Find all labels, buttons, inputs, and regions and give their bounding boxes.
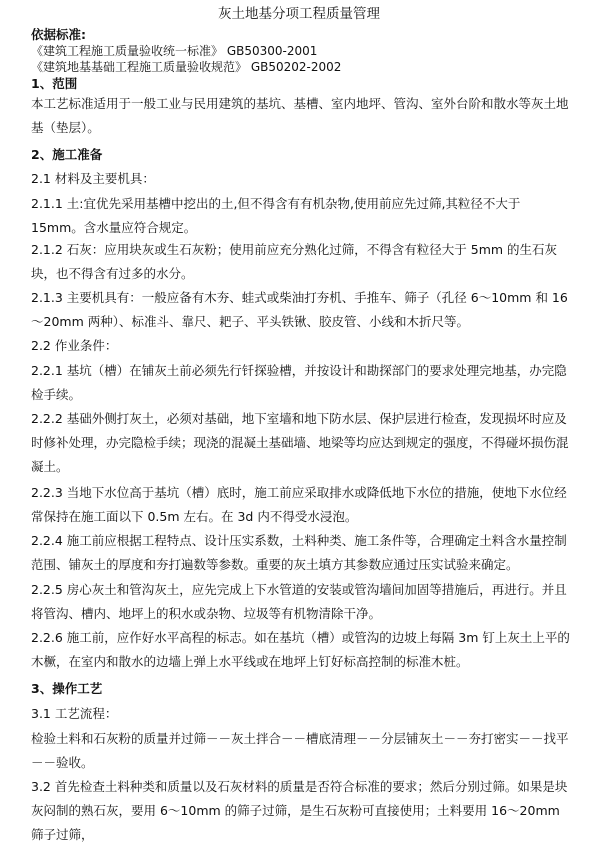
paragraph-2-2-4: 2.2.4 施工前应根据工程特点、设计压实系数，土料种类、施工条件等，合理确定土料含水量控制范围、铺灰土的厚度和夯打遍数等参数。重要的灰土填方其参数应通过压实试验来确定。 (31, 533, 567, 572)
section-2-heading: 2、施工准备 (31, 147, 103, 162)
paragraph-2-1-2: 2.1.2 石灰：应用块灰或生石灰粉；使用前应充分熟化过筛，不得含有粒径大于 5mm 的生石灰块，也不得含有过多的水分。 (31, 242, 558, 281)
paragraph-2-2-3: 2.2.3 当地下水位高于基坑（槽）底时，施工前应采取排水或降低地下水位的措施，使地下水位经常保持在施工面以下 0.5m 左右。在 3d 内不得受水浸泡。 (31, 485, 567, 524)
paragraph-3-1: 3.1 工艺流程： (31, 706, 118, 721)
section-1-text: 本工艺标准适用于一般工业与民用建筑的基坑、基槽、室内地坪、管沟、室外台阶和散水等灰土地基（垫层）。 (31, 96, 569, 135)
paragraph-2-2-6: 2.2.6 施工前，应作好水平高程的标志。如在基坑（槽）或管沟的边坡上每隔 3m 钉上灰土上平的木橛，在室内和散水的边墙上弹上水平线或在地坪上钉好标高控制的标准木桩。 (31, 630, 570, 669)
paragraph-2-1: 2.1 材料及主要机具： (31, 171, 155, 186)
paragraph-2-1-1: 2.1.1 土:宜优先采用基槽中挖出的土,但不得含有有机杂物,使用前应先过筛,其粒径不大于 15mm。含水量应符合规定。 (31, 196, 521, 235)
paragraph-2-2-5: 2.2.5 房心灰土和管沟灰土，应先完成上下水管道的安装或管沟墙间加固等措施后，再进行。并且将管沟、槽内、地坪上的积水或杂物、垃圾等有机物清除干净。 (31, 582, 567, 621)
section-3-heading: 3、操作工艺 (31, 681, 103, 696)
paragraph-2-2: 2.2 作业条件： (31, 338, 118, 353)
basis-heading: 依据标准: (31, 27, 86, 42)
standard-item: 《建筑工程施工质量验收统一标准》 GB50300-2001 (31, 44, 318, 58)
paragraph-2-2-2: 2.2.2 基础外侧打灰土，必须对基础，地下室墙和地下防水层、保护层进行检查，发现损坏时应及时修补处理，办完隐检手续；现浇的混凝土基础墙、地梁等均应达到规定的强度，不得碰坏损伤混凝土。 (31, 411, 569, 474)
document-title: 灰土地基分项工程质量管理 (218, 6, 380, 22)
section-1-heading: 1、范围 (31, 76, 78, 91)
standard-item: 《建筑地基基础工程施工质量验收规范》 GB50202-2002 (31, 60, 342, 74)
process-flow: 检验土料和石灰粉的质量并过筛－－灰土拌合－－槽底清理－－分层铺灰土－－夯打密实－－找平－－验收。 (31, 731, 569, 770)
paragraph-2-2-1: 2.2.1 基坑（槽）在铺灰土前必须先行钎探验槽，并按设计和勘探部门的要求处理完地基，办完隐检手续。 (31, 363, 567, 402)
paragraph-2-1-3: 2.1.3 主要机具有：一般应备有木夯、蛙式或柴油打夯机、手推车、筛子（孔径 6～10mm 和 16～20mm 两种）、标准斗、靠尺、耙子、平头铁锹、胶皮管、小线和木折尺等。 (31, 290, 568, 329)
paragraph-3-2: 3.2 首先检查土料种类和质量以及石灰材料的质量是否符合标准的要求；然后分别过筛。如果是块灰闷制的熟石灰，要用 6～10mm 的筛子过筛，是生石灰粉可直接使用；土料要用 16～20mm 筛子过筛， (31, 779, 568, 842)
